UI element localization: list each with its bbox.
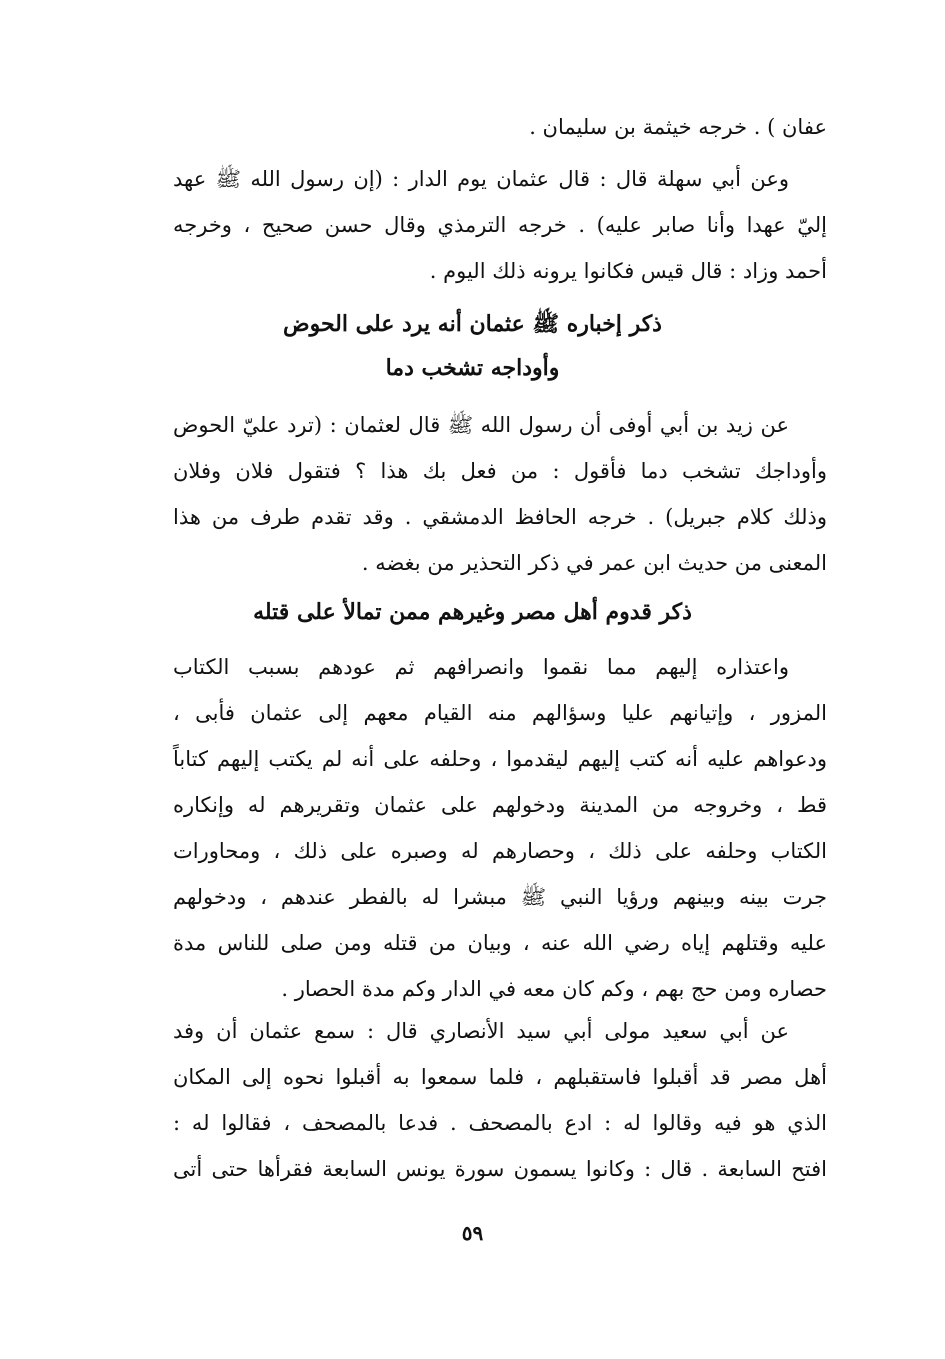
text-line: حصاره ومن حج بهم ، وكم كان معه في الدار وكم مدة الحصار . [281,977,827,1001]
text-line: جرت بينه وبينهم ورؤيا النبي ﷺ مبشرا له بالفطر عندهم ، ودخولهم [173,885,827,909]
text-line: المعنى من حديث ابن عمر في ذكر التحذير من بغضه . [361,551,827,575]
section-heading-hawd [118,302,827,390]
paragraph-abi-sahla [173,156,827,294]
text-line: عفان ) . خرجه خيثمة بن سليمان . [529,115,827,139]
text-line: وأوداجك تشخب دما فأقول : من فعل بك هذا ؟ فتقول فلان وفلان [173,459,827,483]
text-line: أهل مصر قد أقبلوا فاستقبلهم ، فلما سمعوا به أقبلوا نحوه إلى المكان [173,1065,827,1089]
text-line: عليه وقتلهم إياه رضي الله عنه ، وبيان من قتله ومن صلى للناس مدة [173,931,827,955]
paragraph-description [173,644,827,1012]
text-line: افتح السابعة . قال : وكانوا يسمون سورة يونس السابعة فقرأها حتى أتى [173,1157,827,1181]
text-line: ودعواهم عليه أنه كتب إليهم ليقدموا ، وحلفه على أنه لم يكتب إليهم كتاباً [173,747,827,771]
heading-line: ذكر إخباره ﷺ عثمان أنه يرد على الحوض [283,311,662,337]
text-line: وذلك كلام جبريل) . خرجه الحافظ الدمشقي . وقد تقدم طرف من هذا [173,505,827,529]
text-line: عن أبي سعيد مولى أبي سيد الأنصاري قال : سمع عثمان أن وفد [173,1019,789,1043]
paragraph-abi-said [173,1008,827,1192]
text-line: إليّ عهدا وأنا صابر عليه) . خرجه الترمذي وقال حسن صحيح ، وخرجه [173,213,827,237]
text-line: قط ، وخروجه من المدينة ودخولهم على عثمان وتقريرهم له وإنكاره [173,793,827,817]
page-number: ٥٩ [461,1221,484,1245]
text-line: المزور ، وإتيانهم عليا وسؤالهم منه القيام معهم إلى عثمان فأبى ، [173,701,827,725]
text-line: أحمد وزاد : قال قيس فكانوا يرونه ذلك اليوم . [429,259,827,283]
text-line: عن زيد بن أبي أوفى أن رسول الله ﷺ قال لعثمان : (ترد عليّ الحوض [173,413,789,437]
heading-line: ذكر قدوم أهل مصر وغيرهم ممن تمالأ على قتله [253,599,692,625]
paragraph-continuation [173,104,827,150]
text-line: الذي هو فيه وقالوا له : ادع بالمصحف . فدعا بالمصحف ، فقالوا له : [173,1111,827,1135]
section-heading-misr [118,590,827,634]
heading-line: وأوداجه تشخب دما [385,355,560,381]
text-line: الكتاب وحلفه على ذلك ، وحصارهم له وصبره على ذلك ، ومحاورات [173,839,827,863]
text-line: واعتذاره إليهم مما نقموا وانصرافهم ثم عودهم بسبب الكتاب [173,655,789,679]
text-line: وعن أبي سهلة قال : قال عثمان يوم الدار : (إن رسول الله ﷺ عهد [173,167,789,191]
paragraph-zayd [173,402,827,586]
